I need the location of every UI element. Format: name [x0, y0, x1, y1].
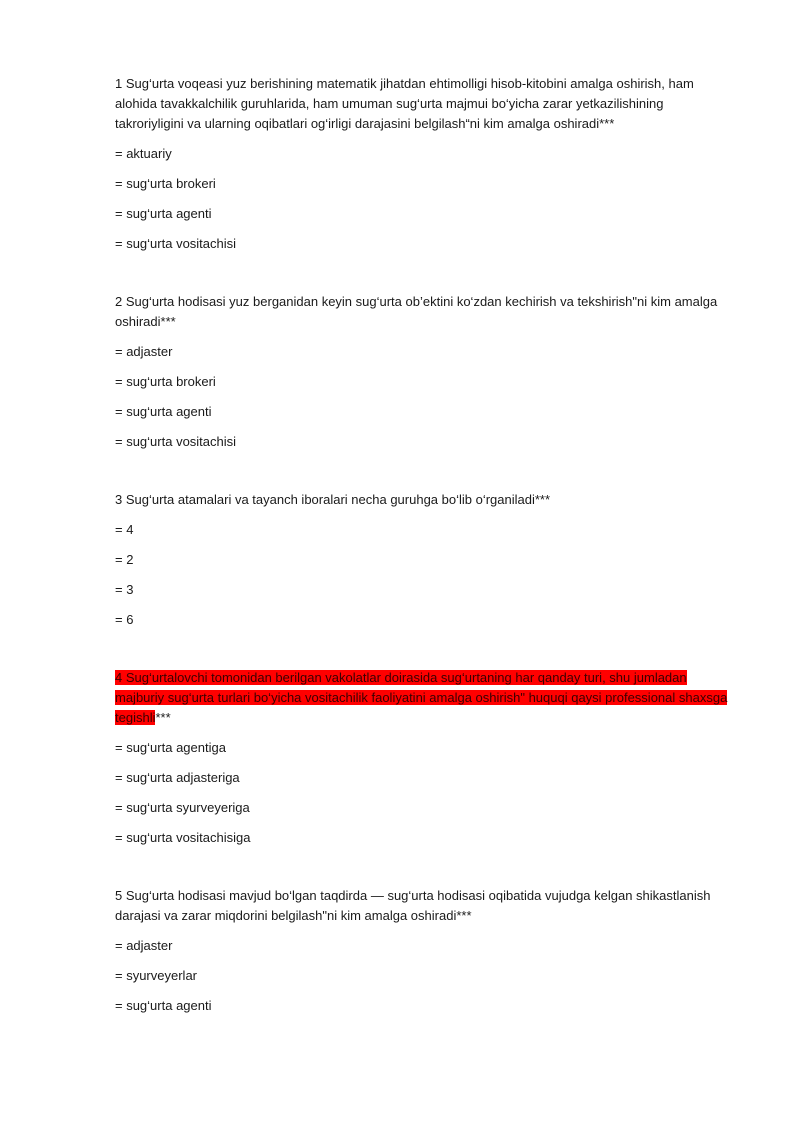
question-marker: ***	[160, 314, 176, 329]
answer-option: = aktuariy	[115, 146, 172, 161]
answer-option: = adjaster	[115, 938, 173, 953]
question-stem: 2 Sug‘urta hodisasi yuz berganidan keyin sug‘urta ob’ektini ko‘zdan kechirish va tekshirish"ni kim amalga oshiradi	[115, 294, 718, 329]
answer-option: = sug‘urta vositachisi	[115, 236, 237, 251]
answer-option: = sug‘urta brokeri	[115, 176, 216, 191]
question-marker: ***	[456, 908, 472, 923]
answer-option: = syurveyerlar	[115, 968, 197, 983]
answer-option: = 6	[115, 612, 134, 627]
answer-option: = sug‘urta brokeri	[115, 374, 216, 389]
answer-option: = sug‘urta agenti	[115, 404, 212, 419]
question-stem: 5 Sug‘urta hodisasi mavjud bo‘lgan taqdirda — sug‘urta hodisasi oqibatida vujudga kelgan shikastlanish darajasi va zarar miqdorini belgilash"ni kim amalga oshiradi	[115, 888, 711, 923]
answer-option: = 4	[115, 522, 134, 537]
answer-option: = sug‘urta vositachisiga	[115, 830, 251, 845]
question-stem: 1 Sug‘urta voqeasi yuz berishining matematik jihatdan ehtimolligi hisob-kitobini amalga oshirish, ham alohida tavakkalchilik guruhlarida, ham umuman sug‘urta majmui bo‘yicha zarar yetkazilishining takroriyligini va ularning oqibatlari og‘irligi darajasini belgilash“ni kim amalga oshiradi	[115, 76, 694, 131]
question-block-5	[115, 886, 735, 1016]
question-block-3	[115, 490, 735, 630]
question-block-4	[115, 668, 735, 848]
question-text	[115, 74, 735, 134]
question-stem: 3 Sug‘urta atamalari va tayanch iboralari necha guruhga bo‘lib o‘rganiladi	[115, 492, 535, 507]
answer-option: = sug‘urta adjasteriga	[115, 770, 240, 785]
question-text	[115, 490, 735, 510]
question-marker: ***	[599, 116, 615, 131]
question-stem-highlighted: 4 Sug‘urtalovchi tomonidan berilgan vakolatlar doirasida sug‘urtaning har qanday turi, shu jumladan majburiy sug‘urta turlari bo‘yicha vositachilik faoliyatini amalga oshirish" huquqi qaysi professional shaxsga tegishli	[115, 670, 728, 725]
answer-option: = sug‘urta vositachisi	[115, 434, 237, 449]
question-text-highlighted	[115, 668, 735, 728]
document-page	[115, 74, 735, 1026]
question-text	[115, 886, 735, 926]
question-text	[115, 292, 735, 332]
answer-option: = sug‘urta agenti	[115, 998, 212, 1013]
answer-option: = 3	[115, 582, 134, 597]
question-block-2	[115, 292, 735, 452]
answer-option: = 2	[115, 552, 134, 567]
question-marker: ***	[155, 710, 171, 725]
question-marker: ***	[534, 492, 551, 507]
answer-option: = sug‘urta agenti	[115, 206, 212, 221]
question-block-1	[115, 74, 735, 254]
answer-option: = sug‘urta syurveyeriga	[115, 800, 250, 815]
answer-option: = adjaster	[115, 344, 173, 359]
answer-option: = sug‘urta agentiga	[115, 740, 226, 755]
